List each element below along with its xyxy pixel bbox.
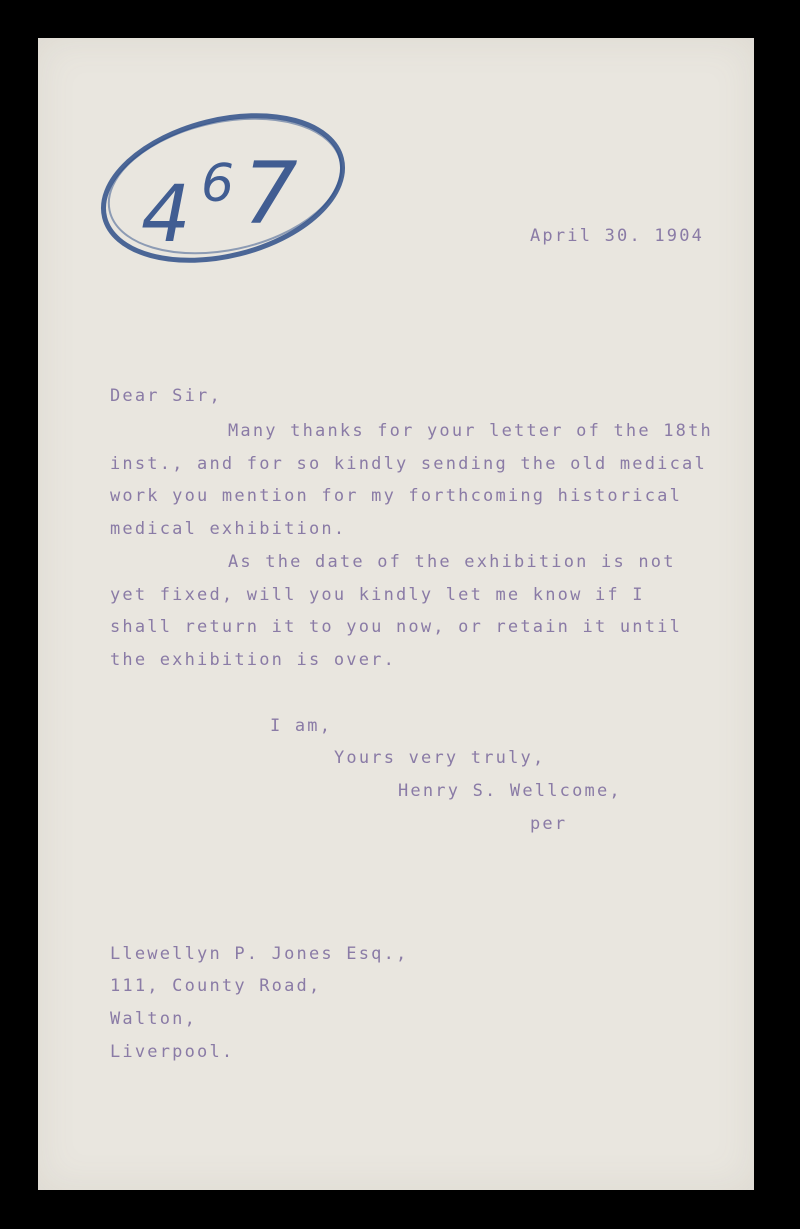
closing-line: I am, [270,716,333,736]
body-line: Many thanks for your letter of the 18th [228,421,713,441]
body-line: inst., and for so kindly sending the old medical [110,454,707,474]
signature-per: per [530,814,568,834]
closing-line: Yours very truly, [334,748,546,768]
address-line: Liverpool. [110,1042,235,1062]
body-line: work you mention for my forthcoming historical [110,486,683,506]
body-line: As the date of the exhibition is not [228,552,676,572]
svg-text:6: 6 [201,154,235,214]
signature: Henry S. Wellcome, [398,781,622,801]
svg-text:7: 7 [243,144,298,244]
address-line: 111, County Road, [110,976,322,996]
body-line: the exhibition is over. [110,650,397,670]
folio-number-annotation [93,93,353,283]
address-line: Walton, [110,1009,198,1029]
salutation: Dear Sir, [110,386,222,406]
letter-date: April 30. 1904 [530,226,705,246]
letter-sheet [38,38,754,1190]
svg-text:4: 4 [141,170,191,260]
body-line: medical exhibition. [110,519,347,539]
body-line: yet fixed, will you kindly let me know if I [110,585,645,605]
body-line: shall return it to you now, or retain it until [110,617,683,637]
address-line: Llewellyn P. Jones Esq., [110,944,409,964]
